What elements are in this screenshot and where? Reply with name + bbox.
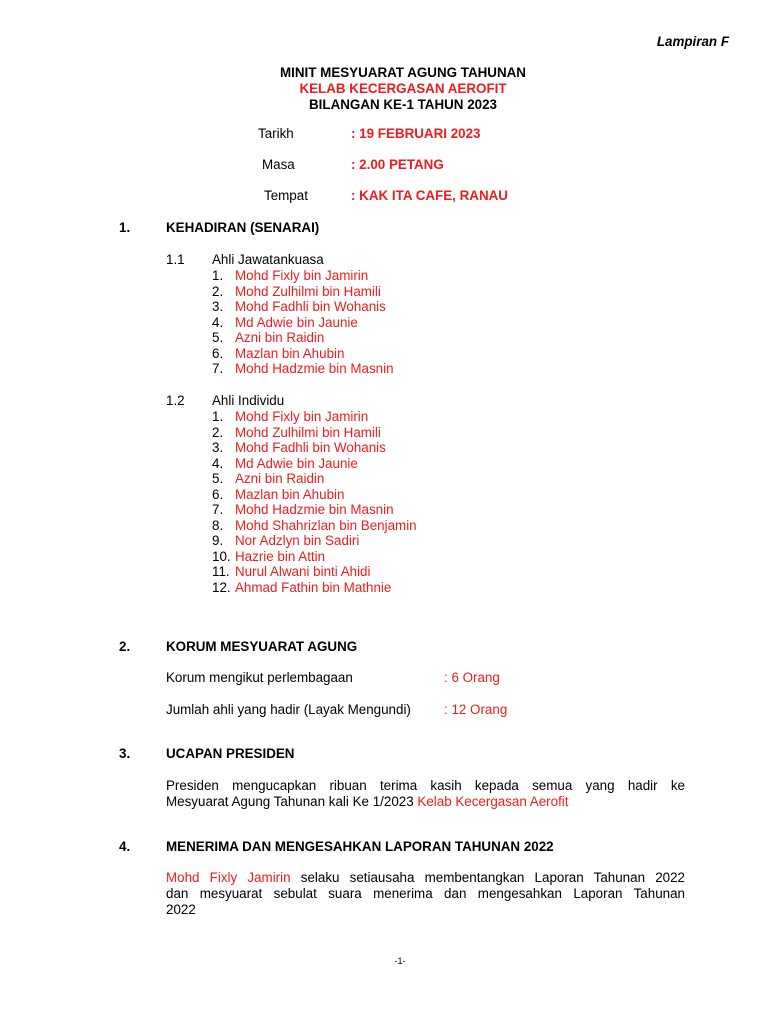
list-item [212, 533, 359, 549]
member-name: Mohd Hadzmie bin Masnin [235, 502, 394, 517]
list-item-number: 6. [212, 486, 224, 502]
member-name: Mohd Fixly bin Jamirin [235, 268, 369, 283]
member-name: Mohd Shahrizlan bin Benjamin [235, 517, 417, 533]
list-item [212, 315, 358, 331]
member-name: Azni bin Raidin [235, 471, 325, 486]
club-name-title: KELAB KECERGASAN AEROFIT [299, 81, 507, 96]
speech-line-2 [166, 794, 685, 810]
time-label: Masa [262, 157, 295, 172]
speech-line-2-text: Mesyuarat Agung Tahunan kali Ke 1/2023 [166, 794, 418, 809]
quorum-label: Korum mengikut perlembagaan [166, 670, 353, 685]
section-4-number: 4. [119, 839, 131, 854]
list-item [212, 580, 391, 596]
list-item [212, 425, 381, 441]
section-3-title: UCAPAN PRESIDEN [166, 746, 295, 761]
list-item [212, 502, 394, 518]
list-item [212, 361, 394, 377]
meeting-number-title: BILANGAN KE-1 TAHUN 2023 [309, 97, 497, 112]
section-4-title: MENERIMA DAN MENGESAHKAN LAPORAN TAHUNAN 2022 [166, 839, 554, 854]
subsection-1-1-label: Ahli Jawatankuasa [212, 252, 324, 267]
member-name: Mazlan bin Ahubin [235, 345, 345, 361]
subsection-1-2-label: Ahli Individu [212, 393, 285, 408]
subsection-1-1-number: 1.1 [166, 252, 185, 267]
report-line-2: dan mesyuarat sebulat suara menerima dan mengesahkan Laporan Tahunan [166, 886, 685, 901]
list-item [212, 268, 368, 284]
doc-title: MINIT MESYUARAT AGUNG TAHUNAN [280, 65, 526, 80]
list-item-number: 12. [212, 579, 231, 595]
list-item-number: 7. [212, 361, 224, 376]
list-item-number: 2. [212, 424, 224, 440]
page-number: -1- [394, 956, 406, 966]
list-item-number: 1. [212, 268, 224, 283]
list-item-number: 5. [212, 330, 224, 345]
date-value: : 19 FEBRUARI 2023 [351, 126, 481, 141]
member-name: Md Adwie bin Jaunie [235, 314, 358, 330]
list-item-number: 3. [212, 440, 224, 455]
member-name: Md Adwie bin Jaunie [235, 455, 358, 471]
president-speech-paragraph [166, 778, 685, 810]
list-item [212, 409, 368, 425]
report-line-1-text: selaku setiausaha membentangkan Laporan Tahunan 2022 [290, 870, 685, 885]
list-item [212, 440, 386, 456]
section-2-number: 2. [119, 639, 131, 654]
annual-report-paragraph [166, 870, 685, 918]
section-2-title: KORUM MESYUARAT AGUNG [166, 639, 358, 654]
subsection-1-2-number: 1.2 [166, 393, 185, 408]
member-name: Mohd Fixly bin Jamirin [235, 409, 369, 424]
secretary-name: Mohd Fixly Jamirin [166, 870, 291, 885]
list-item [212, 471, 324, 487]
list-item [212, 284, 381, 300]
list-item [212, 330, 324, 346]
section-3-number: 3. [119, 746, 131, 761]
list-item [212, 564, 370, 580]
member-name: Mohd Hadzmie bin Masnin [235, 361, 394, 376]
list-item-number: 1. [212, 409, 224, 424]
member-name: Nurul Alwani binti Ahidi [235, 564, 371, 579]
time-value: : 2.00 PETANG [351, 157, 444, 172]
report-line-1 [166, 870, 685, 886]
attendance-value: : 12 Orang [444, 702, 508, 717]
list-item [212, 549, 325, 565]
member-name: Ahmad Fathin bin Mathnie [235, 579, 392, 595]
list-item-number: 2. [212, 283, 224, 299]
member-name: Mohd Fadhli bin Wohanis [235, 440, 386, 455]
member-name: Mazlan bin Ahubin [235, 486, 345, 502]
list-item-number: 11. [212, 564, 230, 579]
member-name: Mohd Fadhli bin Wohanis [235, 299, 386, 314]
list-item [212, 487, 344, 503]
date-label: Tarikh [258, 126, 294, 141]
list-item-number: 3. [212, 299, 224, 314]
list-item-number: 9. [212, 533, 224, 548]
list-item-number: 4. [212, 455, 224, 471]
list-item [212, 346, 344, 362]
speech-line-1: Presiden mengucapkan ribuan terima kasih kepada semua yang hadir ke [166, 778, 685, 793]
list-item [212, 299, 386, 315]
member-name: Mohd Zulhilmi bin Hamili [235, 424, 381, 440]
place-value: : KAK ITA CAFE, RANAU [351, 188, 508, 203]
member-name: Hazrie bin Attin [235, 548, 326, 564]
member-name: Mohd Zulhilmi bin Hamili [235, 283, 381, 299]
member-name: Azni bin Raidin [235, 330, 325, 345]
section-1-title: KEHADIRAN (SENARAI) [166, 220, 320, 235]
appendix-label: Lampiran F [656, 34, 729, 49]
quorum-value: : 6 Orang [444, 670, 500, 685]
list-item-number: 5. [212, 471, 224, 486]
list-item-number: 10. [212, 548, 231, 564]
report-line-3: 2022 [166, 902, 196, 917]
list-item-number: 4. [212, 314, 224, 330]
place-label: Tempat [264, 188, 308, 203]
list-item-number: 7. [212, 502, 224, 517]
list-item [212, 518, 417, 534]
list-item-number: 6. [212, 345, 224, 361]
section-1-number: 1. [119, 220, 131, 235]
member-name: Nor Adzlyn bin Sadiri [235, 533, 360, 548]
list-item [212, 456, 358, 472]
speech-club-name: Kelab Kecergasan Aerofit [417, 794, 569, 809]
list-item-number: 8. [212, 517, 224, 533]
attendance-label: Jumlah ahli yang hadir (Layak Mengundi) [166, 702, 411, 717]
